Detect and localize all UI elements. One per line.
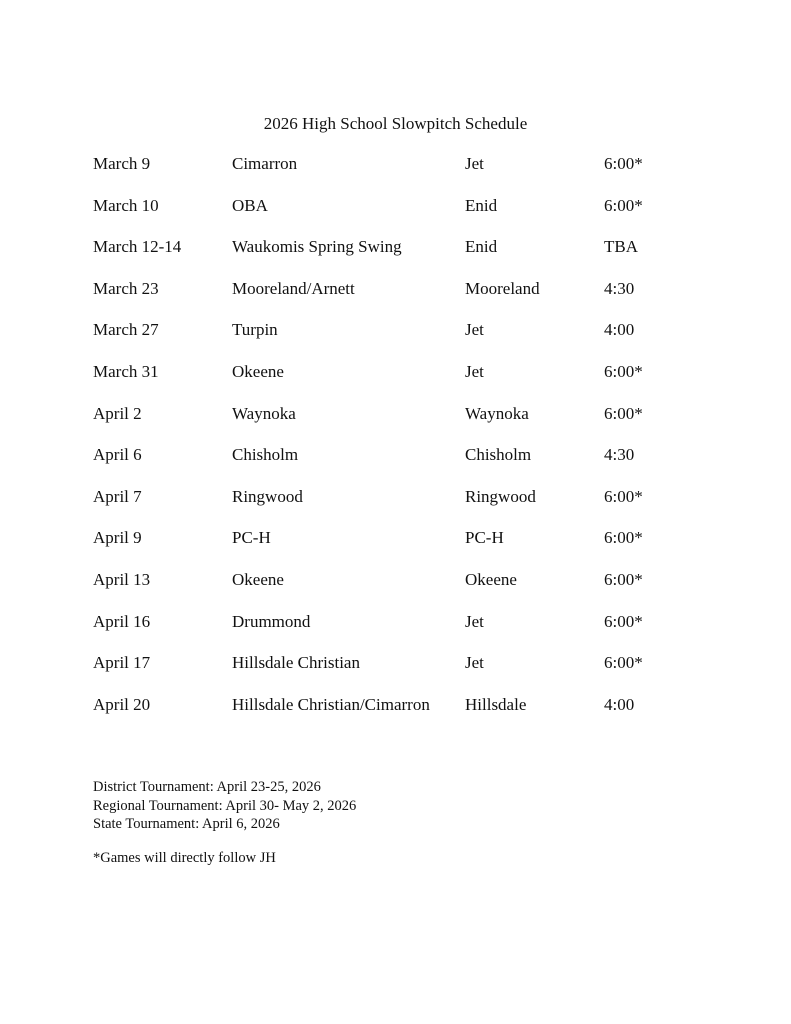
- game-time: TBA: [604, 237, 638, 257]
- game-location: Ringwood: [465, 486, 536, 506]
- game-date: March 9: [93, 154, 151, 173]
- schedule-row: [93, 195, 713, 237]
- game-opponent: Cimarron: [232, 154, 298, 173]
- game-location: Waynoka: [465, 403, 529, 423]
- game-time: 6:00*: [604, 403, 643, 423]
- game-date: April 9: [93, 528, 142, 548]
- game-date: April 20: [93, 694, 151, 714]
- footnote: *Games will directly follow JH: [93, 850, 276, 866]
- game-location: Chisholm: [465, 445, 532, 465]
- schedule-row: [93, 403, 713, 445]
- game-date: April 6: [93, 445, 142, 465]
- game-time: 6:00*: [604, 528, 643, 548]
- schedule-row: [93, 444, 713, 486]
- game-location: Hillsdale: [465, 694, 527, 714]
- game-date: April 16: [93, 611, 151, 631]
- game-opponent: Hillsdale Christian/Cimarron: [232, 694, 430, 714]
- game-time: 6:00*: [604, 611, 643, 631]
- schedule-row: [93, 319, 713, 361]
- game-opponent: Turpin: [232, 320, 278, 340]
- tournament-notes: [93, 778, 356, 834]
- game-opponent: Chisholm: [232, 445, 299, 465]
- schedule-row: [93, 694, 713, 736]
- game-location: Jet: [465, 611, 484, 631]
- game-opponent: Mooreland/Arnett: [232, 278, 355, 298]
- game-time: 4:30: [604, 445, 635, 465]
- game-location: Jet: [465, 154, 484, 173]
- page-title: 2026 High School Slowpitch Schedule: [263, 114, 528, 133]
- game-time: 6:00*: [604, 361, 643, 381]
- game-date: April 2: [93, 403, 142, 423]
- game-location: Jet: [465, 320, 484, 340]
- game-opponent: Drummond: [232, 611, 311, 631]
- game-location: Enid: [465, 195, 498, 215]
- game-time: 6:00*: [604, 569, 643, 589]
- game-opponent: Waynoka: [232, 403, 296, 423]
- game-time: 6:00*: [604, 195, 643, 215]
- game-location: Okeene: [465, 569, 517, 589]
- schedule-row: [93, 236, 713, 278]
- schedule-row: [93, 278, 713, 320]
- game-opponent: Hillsdale Christian: [232, 653, 360, 673]
- schedule-row: [93, 611, 713, 653]
- state-tournament: State Tournament: April 6, 2026: [93, 816, 280, 832]
- regional-tournament: Regional Tournament: April 30- May 2, 2026: [93, 797, 357, 814]
- game-location: PC-H: [465, 528, 504, 548]
- schedule-row: [93, 486, 713, 528]
- game-time: 4:00: [604, 694, 635, 714]
- game-time: 4:30: [604, 278, 635, 298]
- game-date: March 27: [93, 320, 159, 340]
- game-opponent: Waukomis Spring Swing: [232, 237, 402, 257]
- schedule-row: [93, 569, 713, 611]
- game-date: March 31: [93, 361, 159, 381]
- game-time: 6:00*: [604, 154, 643, 173]
- game-date: April 7: [93, 486, 142, 506]
- schedule-row: [93, 153, 713, 195]
- game-opponent: Ringwood: [232, 486, 303, 506]
- schedule-row: [93, 527, 713, 569]
- game-location: Mooreland: [465, 278, 540, 298]
- district-tournament: District Tournament: April 23-25, 2026: [93, 779, 321, 795]
- game-time: 4:00: [604, 320, 635, 340]
- schedule-table: [93, 153, 713, 735]
- game-date: April 17: [93, 653, 151, 673]
- game-date: March 10: [93, 195, 159, 215]
- schedule-row: [93, 361, 713, 403]
- game-date: March 12-14: [93, 237, 182, 257]
- game-time: 6:00*: [604, 653, 643, 673]
- game-opponent: Okeene: [232, 569, 284, 589]
- game-location: Jet: [465, 361, 484, 381]
- game-opponent: OBA: [232, 195, 268, 215]
- game-opponent: Okeene: [232, 361, 284, 381]
- game-date: April 13: [93, 569, 151, 589]
- game-opponent: PC-H: [232, 528, 271, 548]
- game-location: Jet: [465, 653, 484, 673]
- game-location: Enid: [465, 237, 498, 257]
- schedule-row: [93, 652, 713, 694]
- game-time: 6:00*: [604, 486, 643, 506]
- game-date: March 23: [93, 278, 159, 298]
